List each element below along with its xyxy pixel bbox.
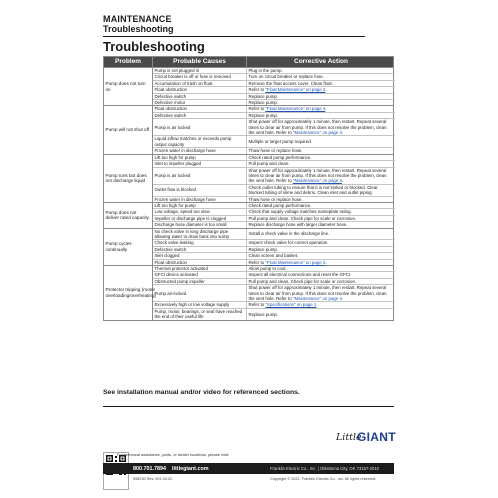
action-text: Check outlet tubing to ensure that it is not kinked or blocked. Clear blocked tubing of slime and debris. Clean inlet and outlet piping. (248, 184, 378, 196)
action-text: Pull pump and clean. (248, 161, 290, 167)
table-group (104, 154, 393, 202)
table-row (153, 229, 395, 240)
action-text: Refer to (248, 259, 266, 265)
cause-cell: Float obstruction (153, 260, 247, 265)
cause-cell: No check valve in long discharge pipe allowing water to drain back into sump (153, 229, 247, 240)
action-text: Pull pump and clean. Check pipe for scale or corrosion. (248, 215, 357, 221)
table-row (153, 147, 395, 153)
column-header-causes: Probable Causes (153, 57, 247, 67)
action-cell (247, 222, 395, 227)
action-text: Refer to (248, 106, 266, 112)
cause-cell: Discharge hose diameter is too small (153, 222, 247, 227)
action-text: Replace pump. (248, 93, 279, 99)
footer-phone: 800.701.7894 (133, 466, 166, 472)
action-text: Check that supply voltage matches nameplate rating. (248, 209, 352, 215)
cause-cell: Float obstruction (153, 106, 247, 111)
action-text-end: . (325, 87, 327, 93)
action-cell (247, 100, 395, 105)
action-text: Replace discharge hose with larger diameter hose. (248, 222, 348, 228)
action-text: Plug in the pump. (248, 68, 283, 73)
cause-cell: Impeller or discharge pipe is clogged (153, 216, 247, 221)
cause-rows (153, 106, 395, 153)
cause-cell: Defective motor (153, 100, 247, 105)
section-header (103, 14, 174, 34)
page-reference-link[interactable]: "Specifications" on page 1 (265, 302, 317, 308)
page-reference-link[interactable]: "Maintenance" on page 4 (292, 178, 342, 184)
action-text-end: . (325, 106, 327, 112)
cause-cell: Float obstruction (153, 87, 247, 92)
cause-cell: Obstructed pump impeller (153, 279, 247, 284)
action-text: Allow pump to cool. (248, 266, 287, 271)
action-text: Replace pump. (248, 112, 279, 118)
cause-cell: Circuit breaker is off or fuse is removed (153, 74, 247, 79)
table-row (153, 118, 395, 135)
action-cell (247, 136, 395, 147)
action-text-end: . (341, 178, 344, 184)
table-group (104, 67, 393, 105)
action-text: Install a check valve in the discharge line. (248, 231, 330, 237)
page-reference-link[interactable]: "Float Maintenance" on page 4 (265, 87, 326, 93)
cause-cell: Frozen water in discharge hose (153, 148, 247, 153)
logo-giant: GIANT (357, 430, 396, 444)
action-text: Refer to (248, 302, 266, 308)
action-text: Thaw hose or replace hose. (248, 148, 303, 154)
action-text: Replace pump. (248, 100, 279, 106)
cause-rows (153, 155, 395, 202)
little-giant-logo (336, 430, 394, 448)
page-title: Troubleshooting (103, 39, 205, 54)
footer-help-text: For technical assistance, parts, or dealer locations, please visit: (117, 452, 230, 457)
table-group (104, 228, 393, 265)
cause-cell: Defective switch (153, 247, 247, 252)
problem-cell: Pump does not turn on (104, 68, 153, 105)
action-cell (247, 229, 395, 240)
cause-cell: GFCI device activated (153, 272, 247, 277)
action-cell (247, 309, 395, 320)
footer-website-link[interactable]: littlegiant.com (172, 466, 209, 472)
table-header (104, 57, 393, 67)
action-text: Shut power off for approximately 1 minute, then restart. Repeat several times to clear air from pump. If this does not resolve the problem, clean the vent hole. Refer to (248, 167, 387, 184)
cause-cell: Inlet to impeller plugged (153, 161, 247, 166)
problem-cell: Pump cycles continually (104, 229, 153, 265)
cause-rows (153, 203, 395, 228)
footer-doc-id: 998239 Rev. 001 04.22 (133, 477, 173, 481)
table-group (104, 265, 393, 320)
problem-cell: Pump will not shut off (104, 106, 153, 153)
page-reference-link[interactable]: "Maintenance" on page 4 (292, 130, 342, 136)
cause-cell: Frozen water in discharge hose (153, 197, 247, 202)
action-text: Turn on circuit breaker or replace fuse. (248, 74, 324, 80)
table-group (104, 202, 393, 228)
footer-copyright: Copyright © 2022, Franklin Electric Co., Inc. All rights reserved. (270, 477, 377, 481)
cause-cell: Pump is air locked (153, 119, 247, 135)
cause-cell: Inlet clogged (153, 253, 247, 258)
problem-cell: Pump does not deliver rated capacity (104, 203, 153, 228)
cause-cell: Lift too high for pump (153, 203, 247, 208)
cause-rows (153, 266, 395, 320)
action-cell (247, 185, 395, 196)
action-text: Shut power off for approximately 1 minute, then restart. Repeat several times to clear air from pump. If this does not resolve the problem, clean the vent hole. Refer to (248, 119, 387, 136)
section-title: MAINTENANCE (103, 14, 172, 24)
action-text (249, 260, 327, 265)
action-text: Refer to (248, 87, 266, 93)
action-text-end: . (341, 130, 344, 136)
table-group (104, 105, 393, 153)
action-text: Inspect all electrical connections and reset the GFCI. (248, 272, 352, 278)
cause-cell: Lift too high for pump (153, 155, 247, 160)
action-cell (247, 197, 395, 202)
action-cell (247, 285, 395, 301)
action-text-end: . (341, 296, 344, 302)
action-text: Check rated pump performance. (248, 154, 312, 160)
action-cell (247, 168, 395, 184)
action-text: Replace pump. (248, 311, 279, 317)
cause-cell: Outlet flow is blocked (153, 185, 247, 196)
footer-company: Franklin Electric Co., Inc. | Oklahoma City, OK 73157-2010 (270, 466, 379, 471)
header-divider (103, 36, 365, 37)
action-text: Remove the float access cover. Clean float. (248, 80, 333, 86)
action-text: Inspect check valve for correct operation. (248, 240, 329, 246)
action-text-end: . (316, 302, 318, 308)
action-text (249, 285, 394, 301)
cause-cell: Excessively high or low voltage supply (153, 302, 247, 307)
subsection-title: Troubleshooting (103, 24, 174, 34)
table-row (153, 184, 395, 196)
troubleshooting-table (103, 56, 394, 321)
action-text: Check rated pump performance. (248, 202, 312, 208)
logo-little: Little (336, 432, 362, 443)
cause-cell: Liquid inflow matches or exceeds pump output capacity (153, 136, 247, 147)
action-text: Shut power off for approximately 1 minute, then restart. Repeat several times to clear air from pump. If this does not resolve the problem, clean the vent hole. Refer to (248, 285, 387, 302)
table-row (153, 99, 395, 105)
action-cell (247, 260, 395, 265)
page-reference-link[interactable]: "Float Maintenance" on page 4 (265, 106, 326, 112)
cause-cell: Pump air-locked (153, 285, 247, 301)
action-text: Replace pump. (248, 246, 279, 252)
column-header-problem: Problem (104, 57, 153, 67)
action-text (249, 168, 394, 184)
cause-cell: Thermal protector activated (153, 266, 247, 271)
table-row (153, 221, 395, 227)
table-row (153, 135, 395, 147)
cause-rows (153, 229, 395, 265)
problem-cell: Pump runs but does not discharge liquid (104, 155, 153, 202)
table-row (153, 284, 395, 301)
cause-cell: Low voltage, speed too slow (153, 209, 247, 214)
footer-divider (103, 406, 394, 407)
action-cell (247, 119, 395, 135)
cause-cell: Pump is air locked (153, 168, 247, 184)
action-text-end: . (325, 259, 327, 265)
table-row (153, 196, 395, 202)
action-text (249, 119, 394, 135)
cause-cell: Pump, motor, bearings, or seal have reached the end of their useful life (153, 309, 247, 320)
cause-rows (153, 68, 395, 105)
cause-cell: Check valve leaking (153, 240, 247, 245)
cause-cell: Defective switch (153, 113, 247, 118)
problem-cell: Protector tripping (motor overloading/overheating) (104, 266, 153, 320)
table-row (153, 167, 395, 184)
action-text: Pull pump and clean. Check pipe for scale or corrosion. (248, 278, 357, 284)
cause-cell: Defective switch (153, 94, 247, 99)
action-cell (247, 148, 395, 153)
action-text: Multiple or larger pump required. (248, 139, 312, 145)
table-body (104, 67, 393, 320)
page-reference-link[interactable]: "Float Maintenance" on page 4 (265, 259, 326, 265)
cause-cell: Pump is not plugged in (153, 68, 247, 73)
column-header-action: Corrective Action (294, 58, 348, 65)
action-text: Thaw hose or replace hose. (248, 196, 303, 202)
cause-cell: Accumulation of trash on float (153, 81, 247, 86)
page-reference-link[interactable]: "Maintenance" on page 4 (292, 296, 342, 302)
table-row (153, 259, 395, 265)
action-text: Clean screen and basket. (248, 253, 299, 259)
reference-note: See installation manual and/or video for referenced sections. (103, 389, 300, 396)
table-row (153, 308, 395, 320)
